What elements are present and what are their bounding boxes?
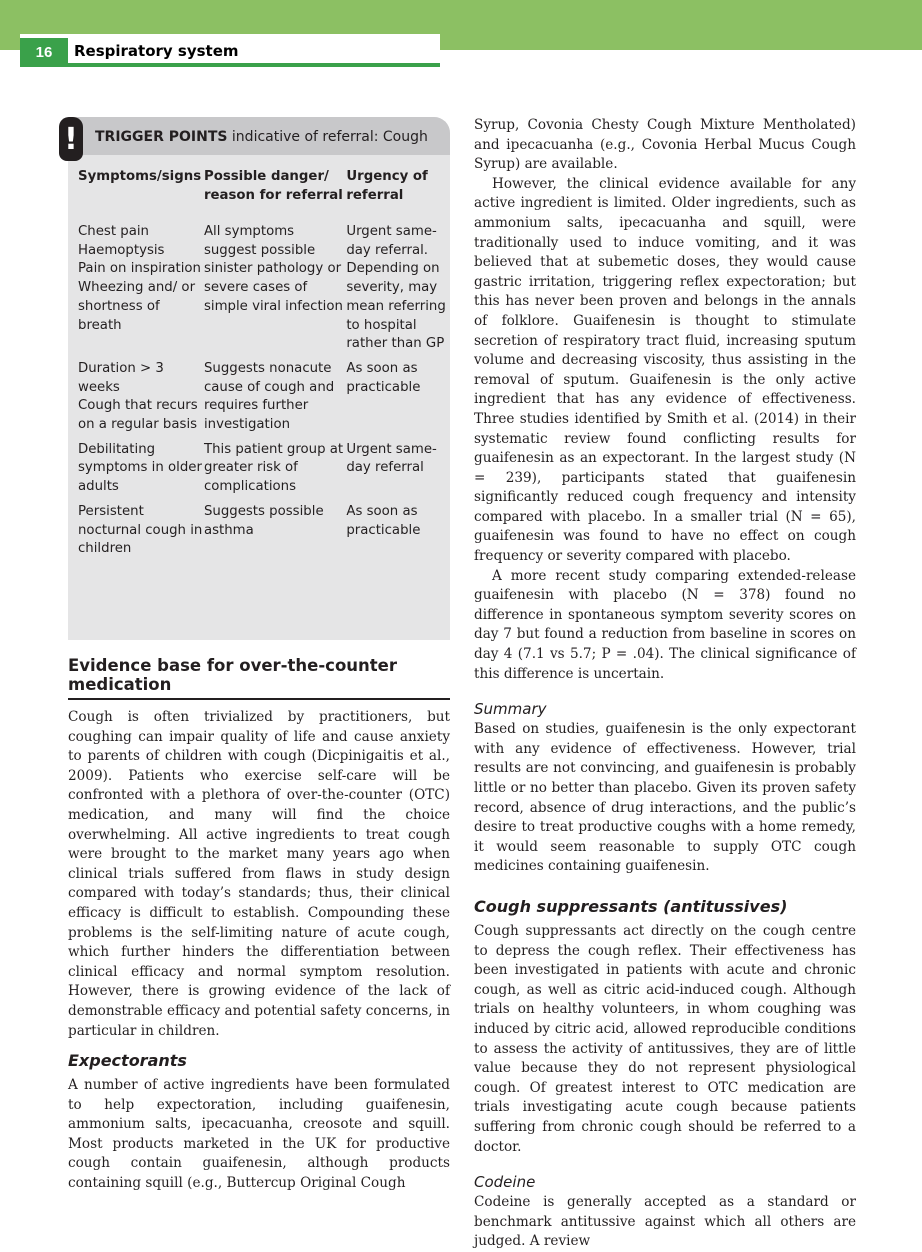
continued-paragraph: Syrup, Covonia Chesty Cough Mixture Mentholated) and ipecacuanha (e.g., Covonia Herbal Mucus Cough Syrup) are available.	[474, 117, 856, 173]
symptom: Pain on inspiration	[78, 261, 201, 277]
codeine-paragraph: Codeine is generally accepted as a standard or benchmark antitussive against which all others are judged. A review	[474, 1194, 856, 1250]
table-row	[78, 503, 450, 565]
chapter-title: Respiratory system	[74, 42, 239, 60]
danger-cell: This patient group at greater risk of complications	[203, 441, 344, 495]
symptom: Wheezing and/ or shortness of breath	[78, 280, 196, 333]
left-column	[64, 117, 450, 1194]
trigger-points-header	[64, 117, 450, 157]
symptom: Persistent nocturnal cough in children	[78, 503, 203, 557]
however-paragraph: However, the clinical evidence available for any active ingredient is limited. Older ingredients, such as ammonium salts, ipecacuanha and squill, were traditionally used to induce vomiting, and it was believed that at subemetic doses, they would cause gastric irritation, triggering reflex expectoration; but this has never been proven and belongs in the annals of folklore. Guaifenesin is thought to stimulate secretion of respiratory tract fluid, increasing sputum volume and decreasing viscosity, thus assisting in the removal of sputum. Guaifenesin is the only active ingredient that has any evidence of effectiveness. Three studies identified by Smith et al. (2014) in their systematic review found conflicting results for guaifenesin as an expectorant. In the largest study (N = 239), participants stated that guaifenesin significantly reduced cough frequency and intensity compared with placebo. In a smaller trial (N = 65), guaifenesin was found to have no effect on cough frequency or severity compared with placebo.	[474, 175, 856, 565]
symptom: Haemoptysis	[78, 242, 165, 258]
symptom: Cough that recurs on a regular basis	[78, 398, 198, 433]
heading-cough-suppressants: Cough suppressants (antitussives)	[474, 896, 788, 916]
urgency-cell: Urgent same-day referral	[346, 441, 437, 476]
trigger-points-title: TRIGGER POINTS indicative of referral: Cough	[95, 129, 428, 145]
suppressants-paragraph: Cough suppressants act directly on the cough centre to depress the cough reflex. Their effectiveness has been investigated in patients with acute and chronic cough, as well as citric acid-induced cough. Although trials on healthy volunteers, in whom coughing was induced by citric acid, allowed reproducible conditions to assess the activity of antitussives, they are of little value because they do not represent physiological cough. Of greatest interest to OTC medication are trials investigating acute cough because patients suffering from chronic cough should be referred to a doctor.	[474, 922, 856, 1155]
expectorants-paragraph: A number of active ingredients have been formulated to help expectoration, including guaifenesin, ammonium salts, ipecacuanha, creosote and squill. Most products marketed in the UK for productive cough contain guaifenesin, although products containing squill (e.g., Buttercup Original Cough	[68, 1077, 450, 1192]
danger-cell: Suggests nonacute cause of cough and requires further investigation	[203, 360, 335, 433]
symptom: Chest pain	[78, 224, 149, 239]
heading-summary: Summary	[474, 700, 547, 719]
urgency-cell: As soon as practicable	[346, 503, 421, 538]
exclamation-icon: !	[59, 117, 83, 161]
evidence-paragraph: Cough is often trivialized by practitioners, but coughing can impair quality of life and cause anxiety to parents of children with cough (Dicpinigaitis et al., 2009). Patients who exercise self-care will be confronted with a plethora of over-the-counter (OTC) medication, and many will find the choice overwhelming. All active ingredients to treat cough were brought to the market many years ago when clinical trials suffered from flaws in study design compared with today’s standards; thus, their clinical efficacy is difficult to establish. Compounding these problems is the self-limiting nature of acute cough, which further hinders the differentiation between clinical efficacy and normal symptom resolution. However, there is growing evidence of the lack of demonstrable efficacy and potential safety concerns, in particular in children.	[68, 709, 450, 1039]
symptom: Duration > 3 weeks	[78, 360, 164, 395]
trigger-points-box	[64, 117, 450, 640]
urgency-cell: As soon as practicable	[346, 360, 421, 395]
recent-study-paragraph: A more recent study comparing extended-release guaifenesin with placebo (N = 378) found no difference in spontaneous symptom severity scores on day 7 but found a reduction from baseline in scores on day 4 (7.1 vs 5.7; P = .04). The clinical significance of this difference is uncertain.	[474, 567, 856, 682]
danger-cell: Suggests possible asthma	[203, 503, 324, 538]
trigger-points-table	[78, 167, 450, 565]
table-row	[78, 360, 450, 441]
page-number: 16	[20, 38, 68, 67]
danger-cell: All symptoms suggest possible sinister pathology or severe cases of simple viral infection	[203, 224, 343, 314]
column-header-signs: Symptoms/signs	[78, 169, 202, 184]
column-header-danger: Possible danger/ reason for referral	[203, 169, 343, 203]
symptom: Debilitating symptoms in older adults	[78, 441, 202, 495]
column-header-urgency: Urgency of referral	[346, 169, 428, 203]
table-row	[78, 223, 450, 360]
table-row	[78, 441, 450, 503]
summary-paragraph: Based on studies, guaifenesin is the only expectorant with any evidence of effectiveness. However, trial results are not convincing, and guaifenesin is probably little or no better than placebo. Given its proven safety record, absence of drug interactions, and the public’s desire to treat productive coughs with a home remedy, it would seem reasonable to supply OTC cough medicines containing guaifenesin.	[474, 721, 856, 875]
section-heading-evidence: Evidence base for over-the-counter medication	[68, 656, 450, 700]
urgency-cell: Urgent same-day referral. Depending on severity, may mean referring to hospital rather than GP	[346, 224, 446, 352]
right-column	[474, 116, 856, 1252]
heading-codeine: Codeine	[474, 1173, 536, 1192]
heading-expectorants: Expectorants	[68, 1051, 187, 1071]
